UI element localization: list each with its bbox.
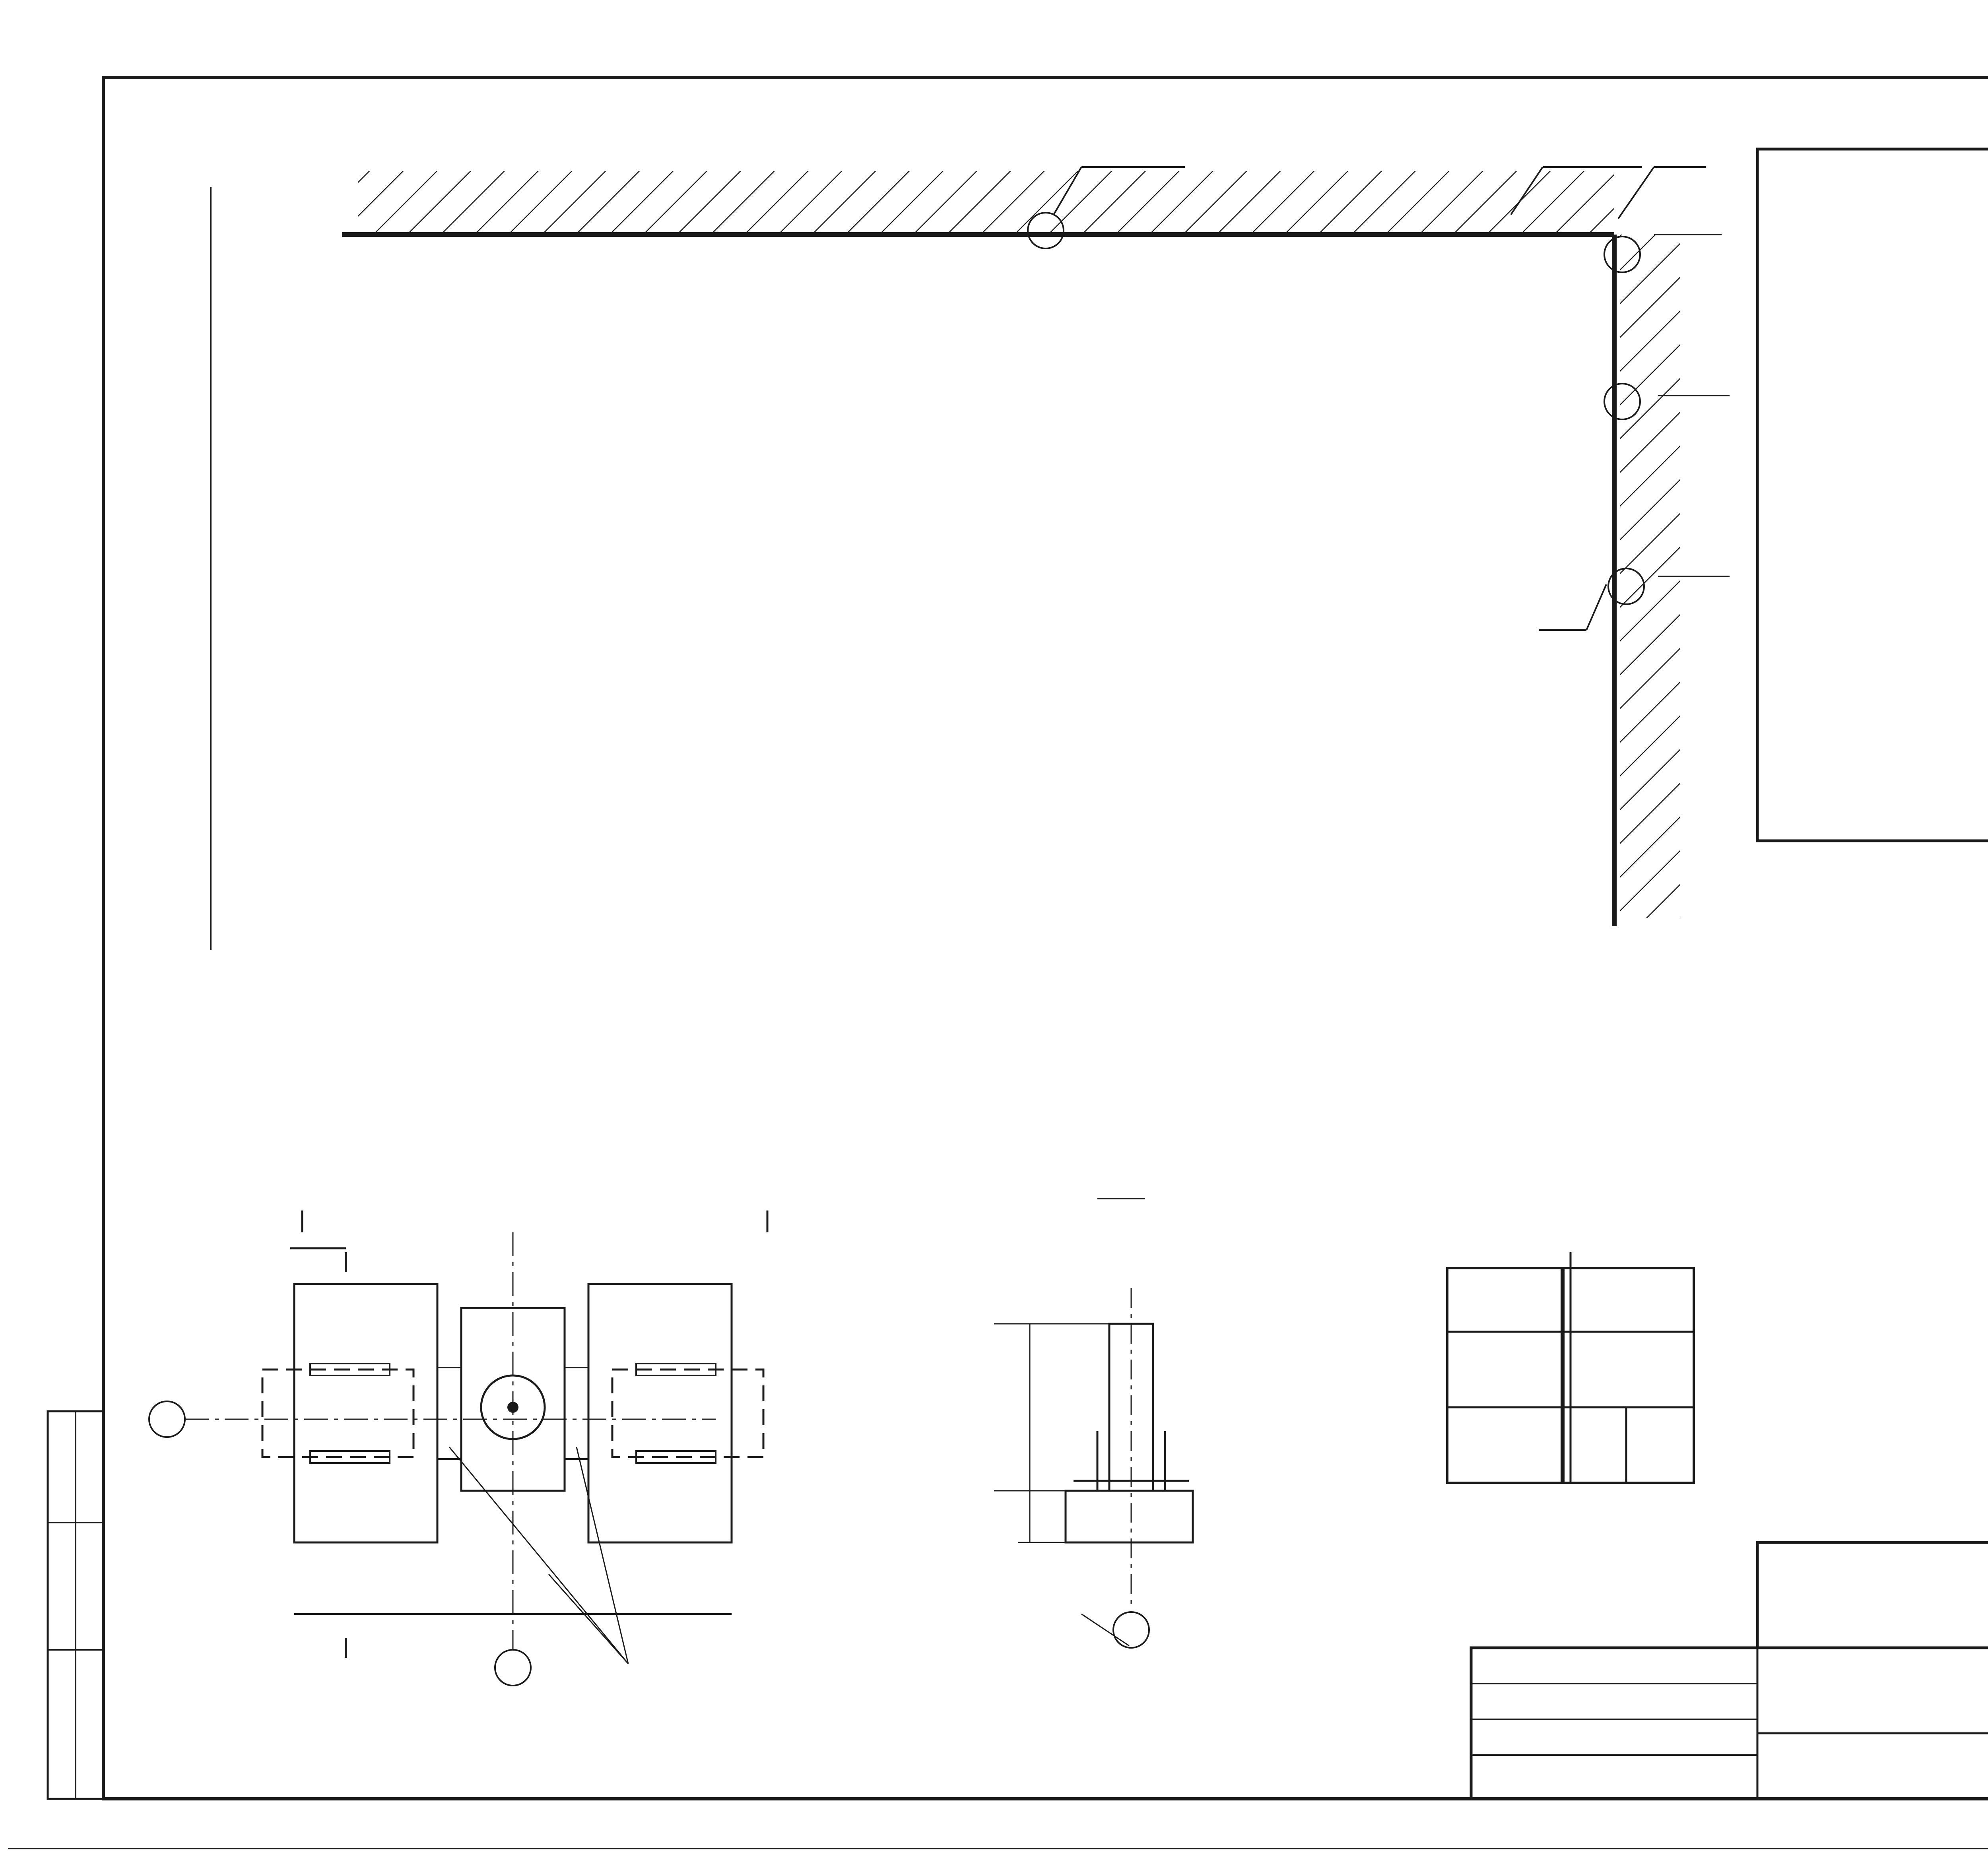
seal-left: [437, 1368, 461, 1459]
section-footing: [1066, 1491, 1193, 1542]
axis-bubble: [149, 1401, 185, 1437]
axis-bubble: [495, 1650, 531, 1686]
left-block: [294, 1284, 437, 1542]
hatched-cell: [1571, 1332, 1694, 1407]
panel-layout-plan: [342, 171, 1680, 926]
left-stamp-strip: [48, 1411, 103, 1799]
callout-um3: [1618, 167, 1706, 219]
top-hatch: [358, 171, 1614, 235]
specification-table: [1757, 149, 1988, 841]
section-1-1: [994, 1288, 1193, 1648]
right-block: [588, 1284, 732, 1542]
panel-right: [612, 1370, 763, 1457]
schematic-plan: [1447, 1252, 1694, 1483]
seal-right: [565, 1368, 588, 1459]
expansion-joint-detail: [149, 1210, 767, 1686]
panel-left: [262, 1370, 414, 1457]
axis-bubble: [1113, 1612, 1149, 1648]
callout-um2: [1539, 584, 1606, 630]
title-block: [1471, 1542, 1988, 1799]
sheet-frame: [103, 78, 1988, 1799]
